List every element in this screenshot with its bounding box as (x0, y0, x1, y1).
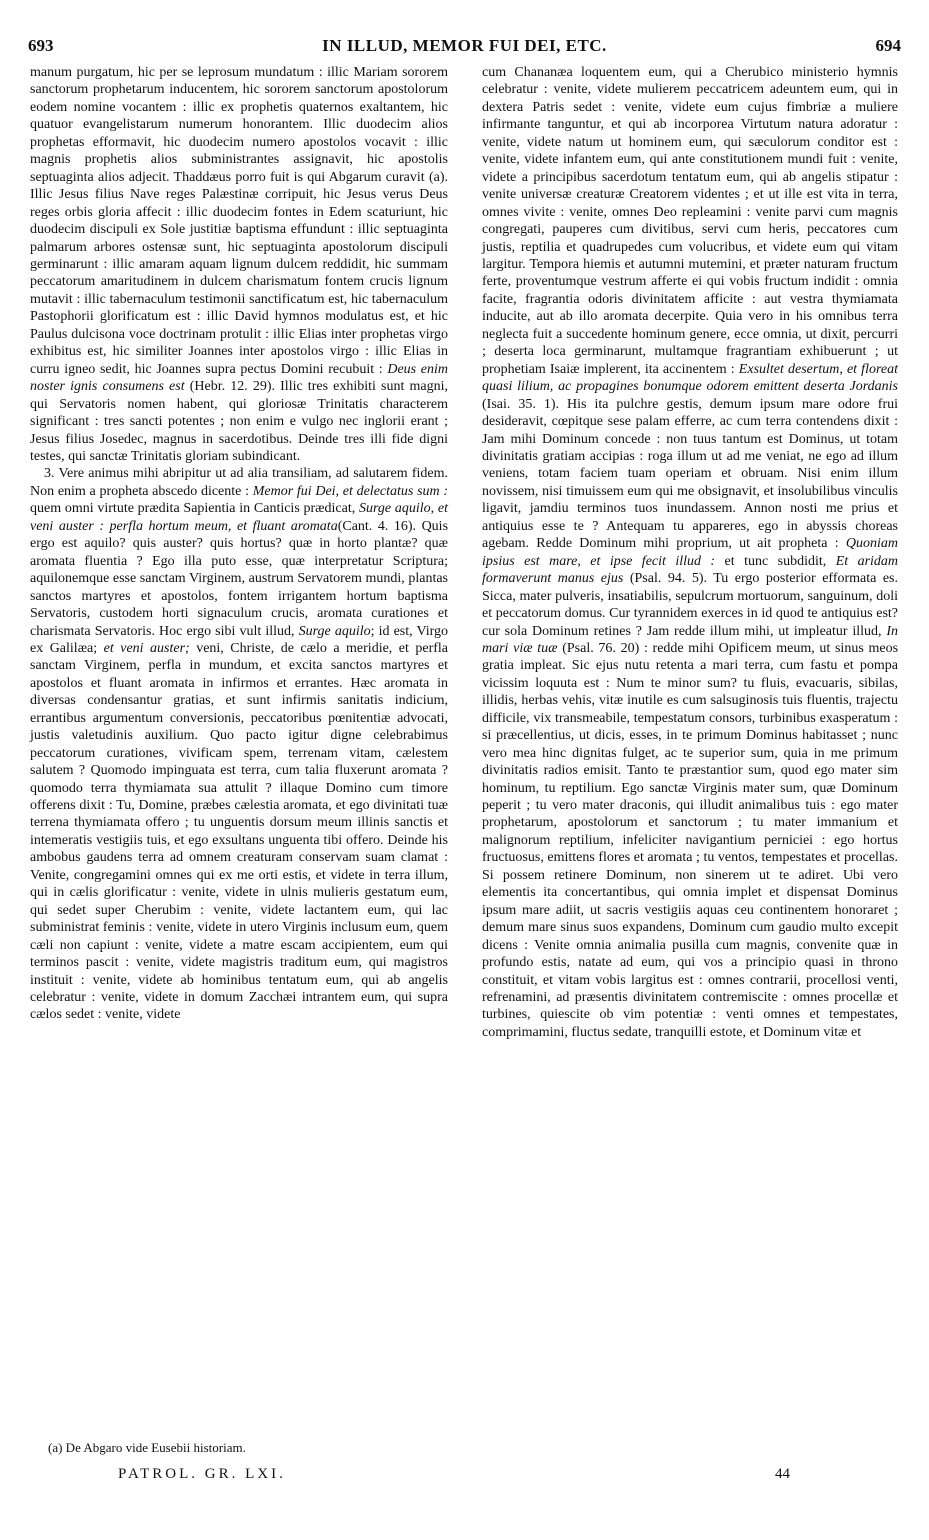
right-column (482, 64, 898, 1041)
paragraph-3: 3. Vere animus mihi abripitur ut ad alia transiliam, ad salutarem fidem. Non enim a propheta abscedo dicente : Memor fui Dei, et delectatus sum : quem omni virtute prædita Sapientia in Canticis prædicat, Surge aquilo, et veni auster : perfla hortum meum, et fluant aromata(Cant. 4. 16). Quis ergo est aquilo? quis auster? quis hortus? quæ in horto plantæ? quæ aromata fluentia ? Ego illa puto esse, quæ interpretatur Scriptura; aquilonemque esse sanctam Virginem, austrum Servatorem mundi, plantas sanctos martyres et apostolos, fontem irrigantem hortum baptisma Servatoris, custodem horti signaculum crucis, aromata curationes et charismata Servatoris. Hoc ergo sibi vult illud, Surge aquilo; id est, Virgo ex Galilæa; et veni auster; veni, Christe, de cælo a meridie, et perfla sanctam Virginem, perfla in mundum, et excita sanctos martyres et apostolos et fluant aromata in infirmos et errantes. Hæc aromata in diversas condensantur gratias, et sunt infirmis sanitatis indicium, errantibus argumentum conversionis, peccatoribus pœnitentiæ advocati, justis valetudinis auxilium. Quo pacto igitur digne celebrabimus peccatorum curationes, vivificam spem, terrenam vitam, cælestem salutem ? Quomodo impinguata est terra, cum talia fluxerunt aromata ? quomodo terra thymiamata sua attulit ? illaque Domino cum timore offerens dixit : Tu, Domine, præbes cælestia aromata, et ego divinitati tuæ terrena thymiamata offero ; tu unguentis dorsum meum illinis sanctis et intemeratis vestigiis tuis, et ego exsultans unguenta tibi offero. Deinde his ambobus gaudens terra ad omnem creaturam conservam suam clamat : Venite, congregamini omnes qui ex me orti estis, et videte in terra illum, qui in cælis glorificatur : venite, videte in ulnis mulieris gestatum eum, qui sedet super Cherubim : venite, videte lactantem eum, qui lac subministrat feminis : venite, videte in utero Virginis inclusum eum, quem cæli non capiunt : venite, videte a matre escam accipientem, eum qui terminos pascit : venite, videte magistris traditum eum, qui magistros instituit : venite, videte ab hominibus tentatum eum, qui ab angelis celebratur : venite, videte in domum Zacchæi intrantem eum, qui supra cælos sedet : venite, videte (30, 466, 449, 1023)
scripture-quote: Deus enim noster ignis consumens est (30, 361, 448, 395)
running-title: IN ILLUD, MEMOR FUI DEI, ETC. (322, 36, 607, 55)
scripture-quote: Quoniam ipsius est mare, et ipse fecit illud : (482, 536, 899, 569)
paragraph-continued: manum purgatum, hic per se leprosum mundatum : illic Mariam sororem sanctorum prophetarum inducentem, hic sororem sanctorum apostolorum eodem nomine vocantem : illic ex prophetis quaternos exaltantem, hic quatuor evangelistarum numerum honorantem. Illic duodecim alios prophetas efformavit, hic duodecim numero apostolos vocavit : illic magnis prophetis alios subministrantes assignavit, hic apostolis septuaginta alios adjecit. Thaddæus porro fuit is qui Abgarum curavit (a). Illic Jesus filius Nave reges Palæstinæ corripuit, hic Jesus verus Deus reges orbis gloria affecit : illic duodecim fontes in Edem scaturiunt, hic duodecim discipuli ex Sole justitiæ baptisma effundunt : illic septuaginta palmarum arbores ostensæ sunt, hic septuaginta apostolorum discipuli germinarunt : illic amaram aquam lignum dulcem reddidit, hic summam peccatorum amaritudinem in dulcem charismatum fontem crucis lignum mutavit : illic tabernaculum testimonii sanctificatum est, hic tabernaculum Pastophorii glorificatum est : illic David hymnos modulatus est, et hic Paulus dulcisona voce doctrinam protulit : illic Elias inter prophetas virgo exhibitus est, hic similiter Joannes inter apostolos virgo : illic Elias in curru igneo sedit, hic Joannes supra pectus Domini recubuit : Deus enim noster ignis consumens est (Hebr. 12. 29). Illic tres exhibiti sunt magni, qui Servatoris nomen habent, qui gloriosæ Trinitatis characterem significant : tres sancti potentes ; non enim e vulgo nec inglorii erant ; Jesus filius Josedec, magnus in sacerdotibus. Deinde tres illi fide digni testes, qui sanctæ Trinitatis gloriam subindicant. (30, 65, 448, 464)
scripture-quote: et veni auster; (103, 640, 190, 656)
scripture-reference: (Cant. 4. 16). (337, 518, 417, 534)
scripture-reference: (Psal. 76. 20) (562, 640, 640, 656)
paragraph-continued: cum Chananæa loquentem eum, qui a Cherubico ministerio hymnis celebratur : venite, videte mulierem peccatricem adeuntem eum, qui in dextera Patris sedet : venite, videte eum cujus fimbriæ a muliere infirmante tanguntur, et qui ab incorporea Virtutum natura adoratur : venite, videte natum ut hominem eum, qui sæculorum conditor est : venite, videte infantem eum, qui ante constitutionem mundi fuit : venite, videte a principibus sacerdotum tentatum eum, qui ab angelis stipatur : venite universæ creaturæ Creatorem videntes ; et ut ille est vita in terra, omnes vivite : venite, omnes Deo repleamini : venite parvi cum magnis congregati, pauperes cum divitibus, servi cum heris, peccatores cum justis, reptilia et quadrupedes cum volucribus, et videte eum qui vitam largitur. Tempora hiemis et autumni mutemini, et præter naturam fructum ferte, proventumque vestrum afferte ei qui vobis fructum indidit : omnia facite, fragrantia odoris divinitatem afficite : aut vestra thymiamata inducite, aut ab illo aromata decerpite. Quia vero in his omnibus terra neglecta fuit a succedente hominum genere, ecce omnia, ut dixit, percurri ; deserta loca germinarunt, multamque fragrantiam exhibuerunt ; ut prophetiam Isaiæ implerent, ita accinentem : Exsultet desertum, et floreat quasi lilium, ac propagines bonumque odorem emittent deserta Jordanis (Isai. 35. 1). His ita pulchre gestis, demum ipsum mare odore frui desideravit, cœpitque sese palam efferre, ac cum terra contendens dixit : Jam mihi Dominum concede : non tuus tantum est Dominus, ut totam divinitatis gratiam accipias : roga illum ut ad me veniat, ne ego ad illum veniens, totam faciem tuam operiam et obruam. Nisi enim illum novissem, nisi timuissem eum qui me obsignavit, et insolubilibus vinculis ligavit, jamdiu terminos tuos inundassem. Annon nosti me prius et antiquius esse te ? Antequam tu appareres, ego in abyssis choreas agebam. Redde Dominum mihi proprium, ut ait propheta : Quoniam ipsius est mare, et ipse fecit illud : et tunc subdidit, Et aridam formaverunt manus ejus (Psal. 94. 5). Tu ergo posterior efformata es. Sicca, mater pulveris, insatiabilis, sepulcrum mortuorum, sanguinum, doli et peccatorum domus. Cur tyrannidem exerces in id quod te antiquius est? cur sola Dominum retines ? Jam redde illum mihi, ut impleatur illud, In mari viæ tuæ (Psal. 76. 20) : redde mihi Opificem meum, ut sinus meos gratia impleat. Sic ejus nutu retenta a mari terra, cum fastu et pompa vicissim loquuta est : Num te minor sum? tu fluis, evacuaris, sibilas, illidis, herbas vehis, vitæ inutile es cum salsuginosis tuis fluentis, trajectu difficile, vix transmeabile, tempestatum consors, turbinibus exasperatum : si præcellentius, ut dicis, esses, in te primum Dominus habitasset ; nunc vero mea hinc dignitas fulget, ac te superior sum, quia in me primum divinitatis radios emisit. Tanto te præstantior sum, quod ego mater sim hominum, tu reptilium. Ego sanctæ Virginis mater sum, quæ Dominum peperit ; tu vero mater draconis, qui illudit animalibus tuis : ego mater prophetarum, apostolorum et sanctorum ; tu mater immanium et malignorum reptilium, infeliciter navigantium perniciei : ego hortus fructuosus, emittens flores et aromata ; tu ventos, tempestates et procellas. Si possem retinere Dominum, non sinerem ut te adiret. Ubi vero elementis ita concertantibus, qui omnia implet et dispensat Dominus ipsum mare adiit, ut sacris vestigiis aquas ceu continentem honoraret ; demum mare sinus suos expandens, Dominum cum gaudio multo excepit dicens : Venite omnia animalia pusilla cum magnis, convenite quæ in profundo estis, natate ad eum, qui vos a principio quasi in throno constituit, et vitam vobis largitus est : omnes contrarii, procellosi venti, refrenamini, ad præsentis divinitatem contremiscite : omnes procellæ et turbines, quiescite ob vim potentiæ : venti omnes et tempestates, comprimamini, fluctus sedate, tranquilli estote, et Dominum vitæ et (482, 65, 899, 1040)
page-number-right: 694 (875, 36, 901, 55)
page-number-left: 693 (28, 36, 54, 55)
running-header (28, 36, 901, 58)
printer-signature: PATROL. GR. LXI. (118, 1466, 286, 1482)
gathering-number: 44 (775, 1466, 790, 1482)
scripture-quote: Exsultet desertum, et floreat quasi lilium, ac propagines bonumque odorem emittent deserta Jordanis (482, 361, 898, 395)
footnote: (a) De Abgaro vide Eusebii historiam. (48, 1440, 246, 1455)
scripture-reference: (Isai. 35. 1). (482, 396, 560, 412)
scripture-quote: Surge aquilo (298, 623, 371, 639)
scripture-quote: Surge aquilo, et veni auster : perfla hortum meum, et fluant aromata (30, 501, 449, 534)
left-column (30, 64, 448, 1024)
scripture-reference: (Hebr. 12. 29). (189, 379, 276, 395)
scripture-quote: Et aridam formaverunt manus ejus (482, 553, 899, 587)
scripture-quote: Memor fui Dei, et delectatus sum : (252, 483, 448, 499)
scripture-reference: (Psal. 94. 5). (629, 571, 707, 587)
scripture-quote: In mari viæ tuæ (482, 623, 898, 656)
